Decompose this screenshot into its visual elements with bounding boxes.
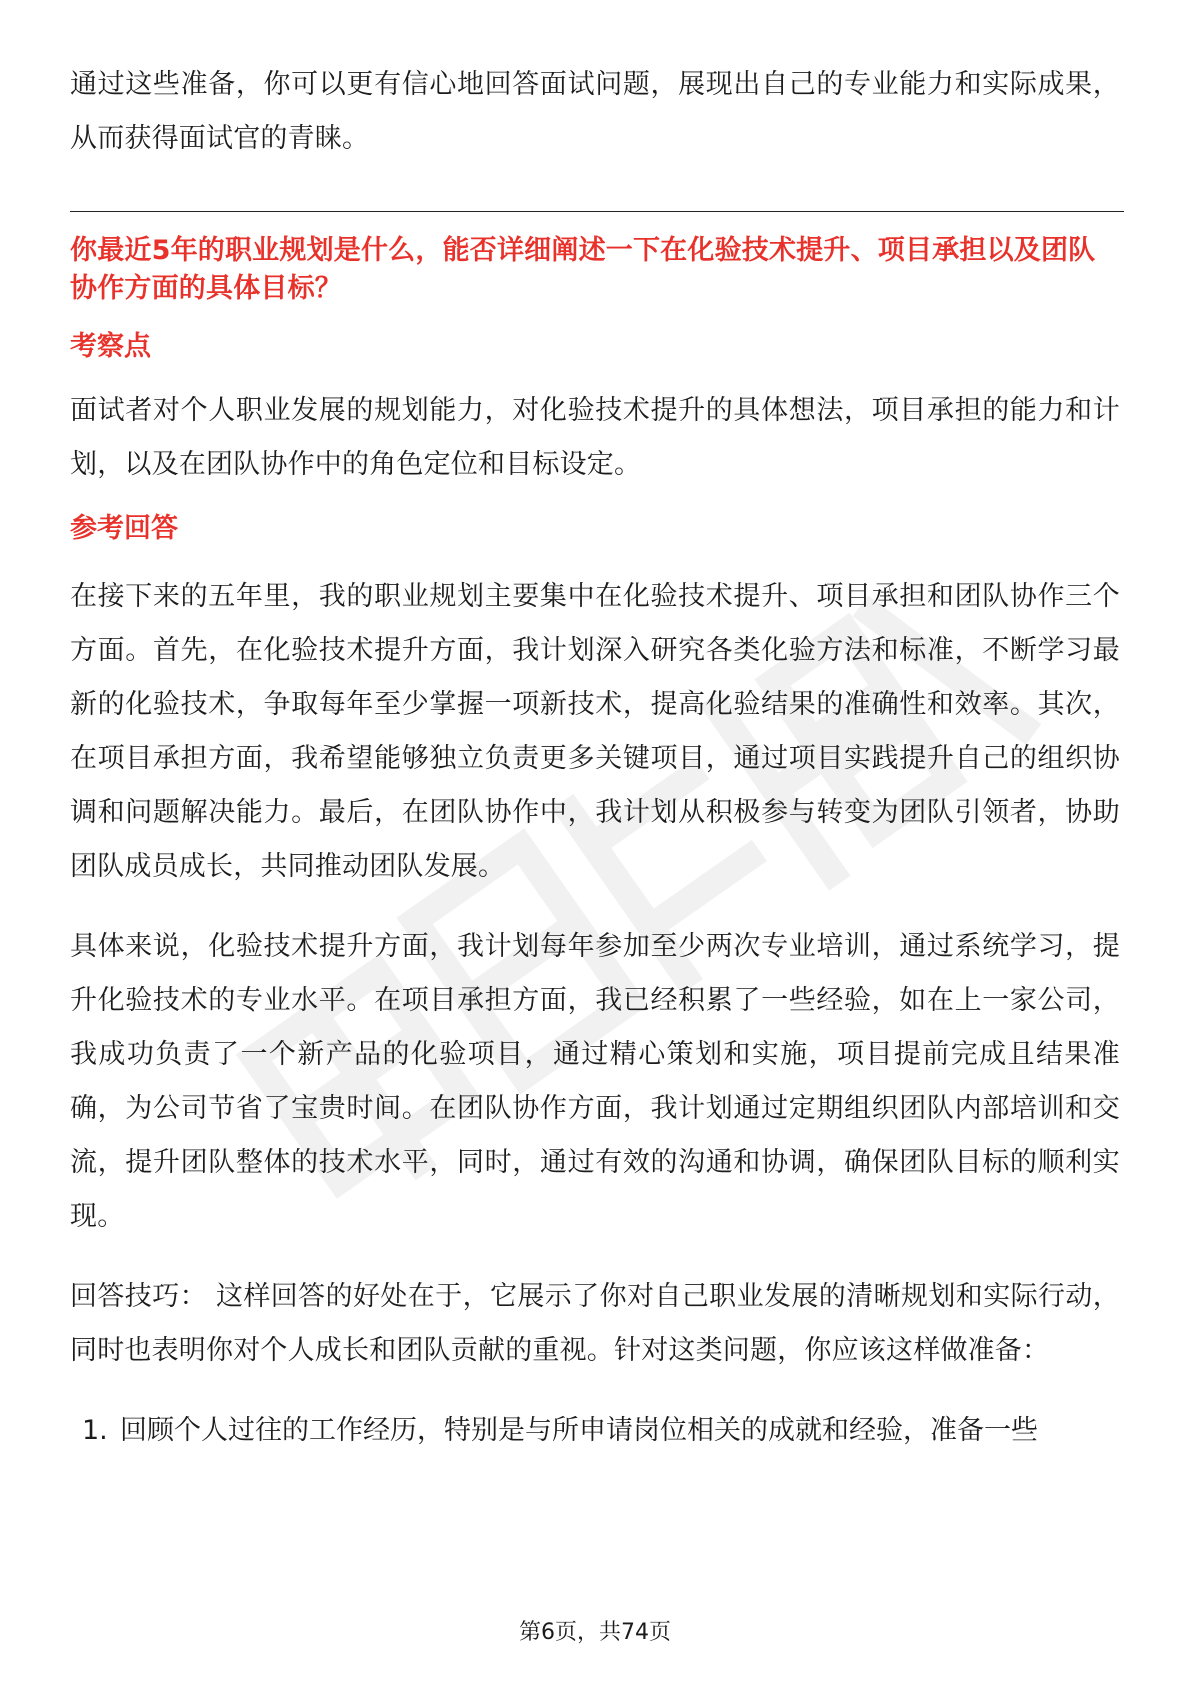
assessment-paragraph: 面试者对个人职业发展的规划能力，对化验技术提升的具体想法，项目承担的能力和计划，以及在团队协作中的角色定位和目标设定。: [70, 395, 1120, 480]
reference-paragraph-1: 在接下来的五年里，我的职业规划主要集中在化验技术提升、项目承担和团队协作三个方面。首先，在化验技术提升方面，我计划深入研究各类化验方法和标准，不断学习最新的化验技术，争取每年至少掌握一项新技术，提高化验结果的准确性和效率。其次，在项目承担方面，我希望能够独立负责更多关键项目，通过项目实践提升自己的组织协调和问题解决能力。最后，在团队协作中，我计划从积极参与转变为团队引领者，协助团队成员成长，共同推动团队发展。: [70, 581, 1120, 882]
page-content: [70, 58, 1120, 1458]
reference-heading: 参考回答: [70, 513, 178, 544]
list-item-text: 回顾个人过往的工作经历，特别是与所申请岗位相关的成就和经验，准备一些: [120, 1415, 1038, 1446]
reference-paragraph-2: 具体来说，化验技术提升方面，我计划每年参加至少两次专业培训，通过系统学习，提升化验技术的专业水平。在项目承担方面，我已经积累了一些经验，如在上一家公司，我成功负责了一个新产品的化验项目，通过精心策划和实施，项目提前完成且结果准确，为公司节省了宝贵时间。在团队协作方面，我计划通过定期组织团队内部培训和交流，提升团队整体的技术水平，同时，通过有效的沟通和协调，确保团队目标的顺利实现。: [70, 931, 1120, 1232]
page-number-footer: 第6页，共74页: [519, 1620, 671, 1645]
intro-paragraph: 通过这些准备，你可以更有信心地回答面试问题，展现出自己的专业能力和实际成果，从而获得面试官的青睐。: [70, 69, 1120, 154]
list-item-number: 1.: [82, 1415, 108, 1446]
list-item: [70, 1404, 1120, 1458]
section-divider: [70, 211, 1124, 212]
question-heading: 你最近5年的职业规划是什么，能否详细阐述一下在化验技术提升、项目承担以及团队协作方面的具体目标？: [70, 235, 1096, 304]
assessment-heading: 考察点: [70, 331, 151, 362]
tips-paragraph: 回答技巧： 这样回答的好处在于，它展示了你对自己职业发展的清晰规划和实际行动，同时也表明你对个人成长和团队贡献的重视。针对这类问题，你应该这样做准备：: [70, 1281, 1120, 1366]
